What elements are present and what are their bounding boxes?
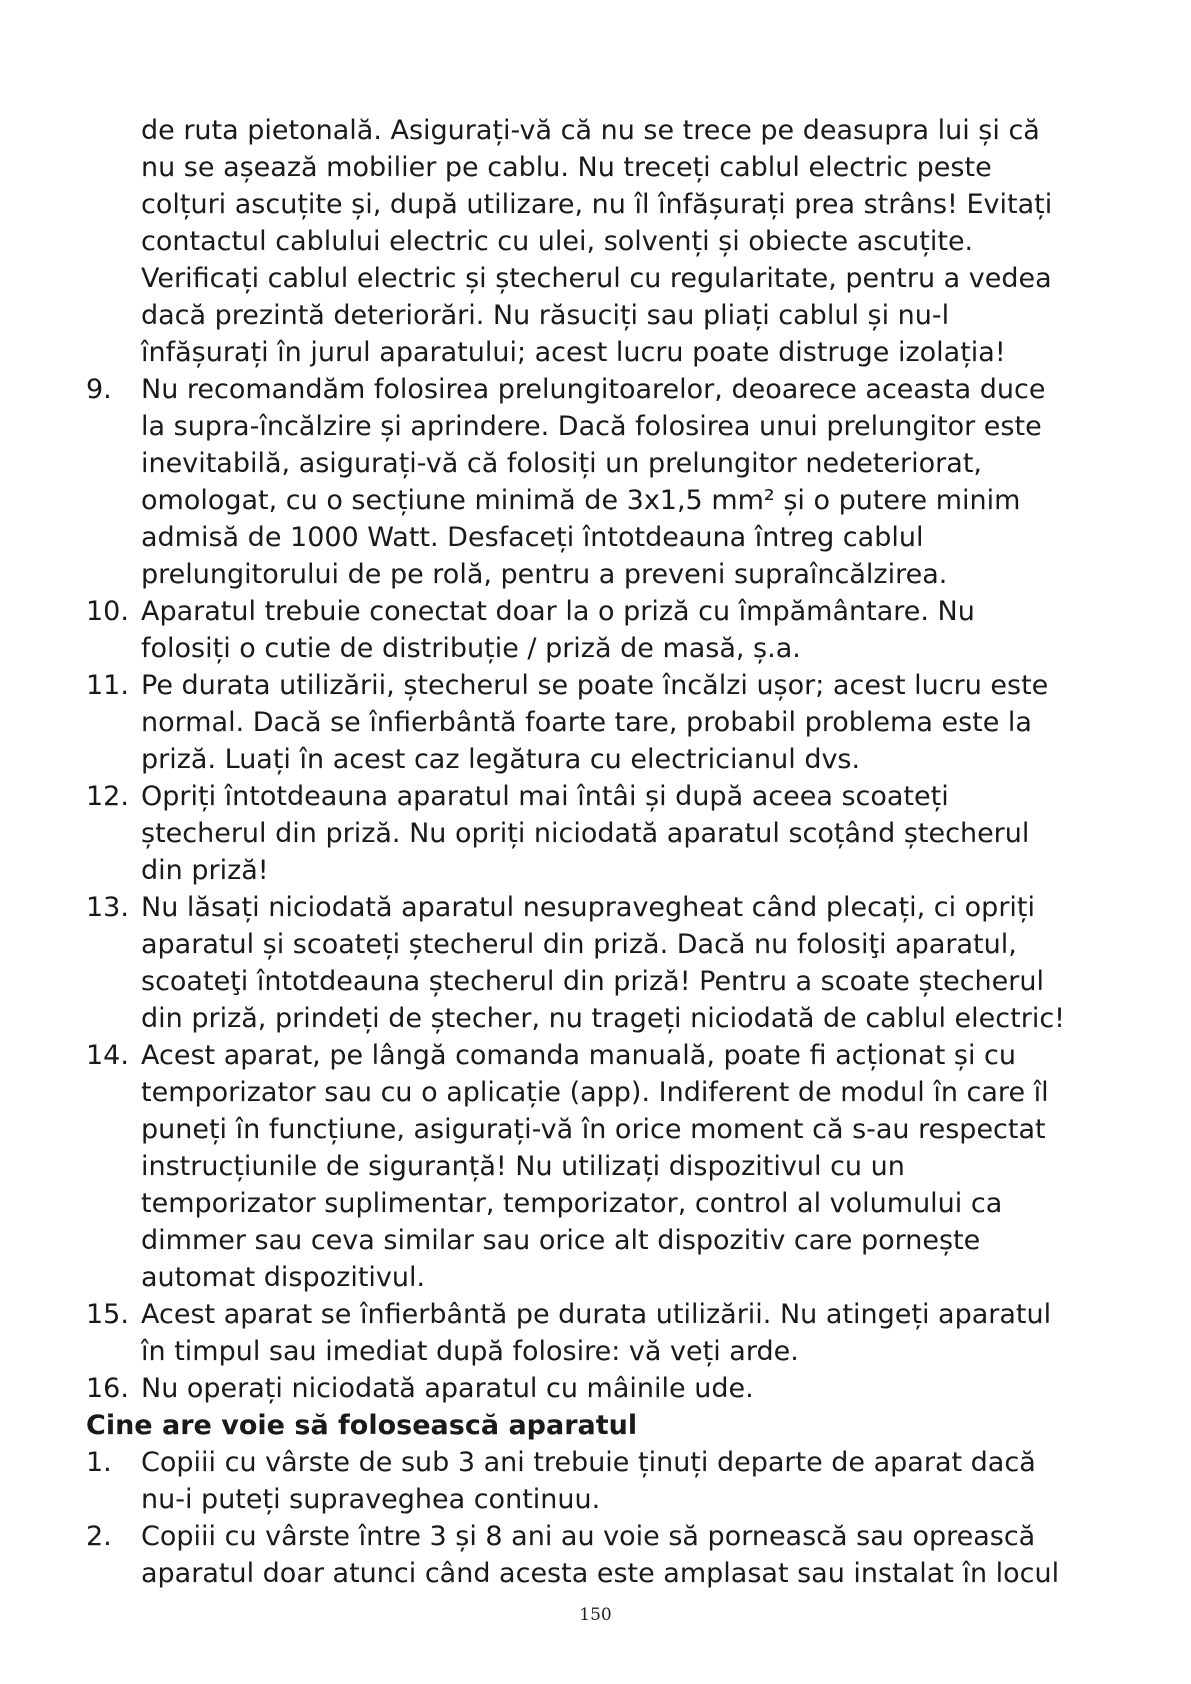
text-line: Nu lăsați niciodată aparatul nesupravegheat când plecați, ci opriți [141, 892, 1036, 923]
text-line: temporizator sau cu o aplicație (app). Indiferent de modul în care îl [141, 1077, 1049, 1108]
list-item [86, 778, 1116, 889]
list-item [86, 1518, 1116, 1592]
list-item-text [141, 593, 1116, 667]
list-item [86, 667, 1116, 778]
text-line: din priză! [141, 855, 269, 886]
page-content [86, 112, 1116, 1592]
text-line: Acest aparat, pe lângă comanda manuală, poate fi acționat și cu [141, 1040, 1016, 1071]
list-item [86, 593, 1116, 667]
text-line: aparatul și scoateți ștecherul din priză. Dacă nu folosiţi aparatul, [141, 929, 1017, 960]
list-item-text [141, 1037, 1116, 1296]
text-line: la supra-încălzire și aprindere. Dacă folosirea unui prelungitor este [141, 411, 1042, 442]
text-line: aparatul doar atunci când acesta este amplasat sau instalat în locul [141, 1558, 1060, 1589]
list-item-number: 10. [86, 596, 129, 627]
list-item-number: 15. [86, 1299, 129, 1330]
text-line: Nu operați niciodată aparatul cu mâinile ude. [141, 1373, 754, 1404]
list-item-text [141, 889, 1116, 1037]
section-heading: Cine are voie să folosească aparatul [86, 1410, 638, 1441]
list-item [86, 889, 1116, 1037]
text-line: colțuri ascuțite și, după utilizare, nu îl înfășurați prea strâns! Evitați [141, 189, 1053, 220]
list-item [86, 1444, 1116, 1518]
text-line: dimmer sau ceva similar sau orice alt dispozitiv care pornește [141, 1225, 981, 1256]
text-line: contactul cablului electric cu ulei, solvenți și obiecte ascuțite. [141, 226, 974, 257]
text-line: Opriți întotdeauna aparatul mai întâi și după aceea scoateți [141, 781, 949, 812]
text-line: ștecherul din priză. Nu opriți niciodată aparatul scoțând ștecherul [141, 818, 1030, 849]
text-line: puneți în funcțiune, asigurați-vă în orice moment că s-au respectat [141, 1114, 1046, 1145]
list-item [86, 371, 1116, 593]
text-line: scoateţi întotdeauna ștecherul din priză! Pentru a scoate ștecherul [141, 966, 1044, 997]
list-item-text [141, 1296, 1116, 1370]
list-item [86, 1370, 1116, 1407]
text-line: dacă prezintă deteriorări. Nu răsuciți sau pliați cablul și nu-l [141, 300, 950, 331]
text-line: de ruta pietonală. Asigurați-vă că nu se trece pe deasupra lui și că [141, 115, 1040, 146]
text-line: Aparatul trebuie conectat doar la o priză cu împământare. Nu [141, 596, 975, 627]
text-line: prelungitorului de pe rolă, pentru a preveni supraîncălzirea. [141, 559, 948, 590]
list-item-number: 1. [86, 1447, 112, 1478]
list-item-number: 12. [86, 781, 129, 812]
list-item-number: 2. [86, 1521, 112, 1552]
text-line: automat dispozitivul. [141, 1262, 426, 1293]
list-item-number: 13. [86, 892, 129, 923]
text-line: nu-i puteți supraveghea continuu. [141, 1484, 601, 1515]
text-line: Pe durata utilizării, ștecherul se poate încălzi ușor; acest lucru este [141, 670, 1049, 701]
list-item-number: 14. [86, 1040, 129, 1071]
text-line: în timpul sau imediat după folosire: vă veți arde. [141, 1336, 799, 1367]
text-line: înfășurați în jurul aparatului; acest lucru poate distruge izolația! [141, 337, 1006, 368]
text-line: Verificați cablul electric și ștecherul cu regularitate, pentru a vedea [141, 263, 1052, 294]
text-line: instrucțiunile de siguranță! Nu utilizați dispozitivul cu un [141, 1151, 905, 1182]
list-item-number: 9. [86, 374, 112, 405]
text-line: Copiii cu vârste de sub 3 ani trebuie ținuți departe de aparat dacă [141, 1447, 1036, 1478]
list-item-text [141, 1518, 1116, 1592]
list-item-text [141, 1370, 1116, 1407]
text-line: nu se așează mobilier pe cablu. Nu treceți cablul electric peste [141, 152, 992, 183]
text-line: folosiți o cutie de distribuție / priză de masă, ș.a. [141, 633, 801, 664]
list-item-text [141, 371, 1116, 593]
list-item-number: 16. [86, 1373, 129, 1404]
text-line: din priză, prindeți de ștecher, nu trageți niciodată de cablul electric! [141, 1003, 1065, 1034]
continued-paragraph [86, 112, 1116, 371]
page-number: 150 [579, 1605, 612, 1625]
list-item-text [141, 667, 1116, 778]
text-line: Acest aparat se înfierbântă pe durata utilizării. Nu atingeți aparatul [141, 1299, 1052, 1330]
list-item [86, 1296, 1116, 1370]
text-line: priză. Luați în acest caz legătura cu electricianul dvs. [141, 744, 861, 775]
text-line: normal. Dacă se înfierbântă foarte tare, probabil problema este la [141, 707, 1032, 738]
list-item-text [141, 1444, 1116, 1518]
text-line: omologat, cu o secțiune minimă de 3x1,5 mm² și o putere minim [141, 485, 1021, 516]
list-item-text [141, 778, 1116, 889]
text-line: temporizator suplimentar, temporizator, control al volumului ca [141, 1188, 1003, 1219]
text-line: admisă de 1000 Watt. Desfaceți întotdeauna întreg cablul [141, 522, 924, 553]
text-line: inevitabilă, asigurați-vă că folosiți un prelungitor nedeteriorat, [141, 448, 982, 479]
list-item-number: 11. [86, 670, 129, 701]
list-item [86, 1037, 1116, 1296]
text-line: Nu recomandăm folosirea prelungitoarelor, deoarece aceasta duce [141, 374, 1046, 405]
text-line: Copiii cu vârste între 3 și 8 ani au voie să pornească sau oprească [141, 1521, 1036, 1552]
